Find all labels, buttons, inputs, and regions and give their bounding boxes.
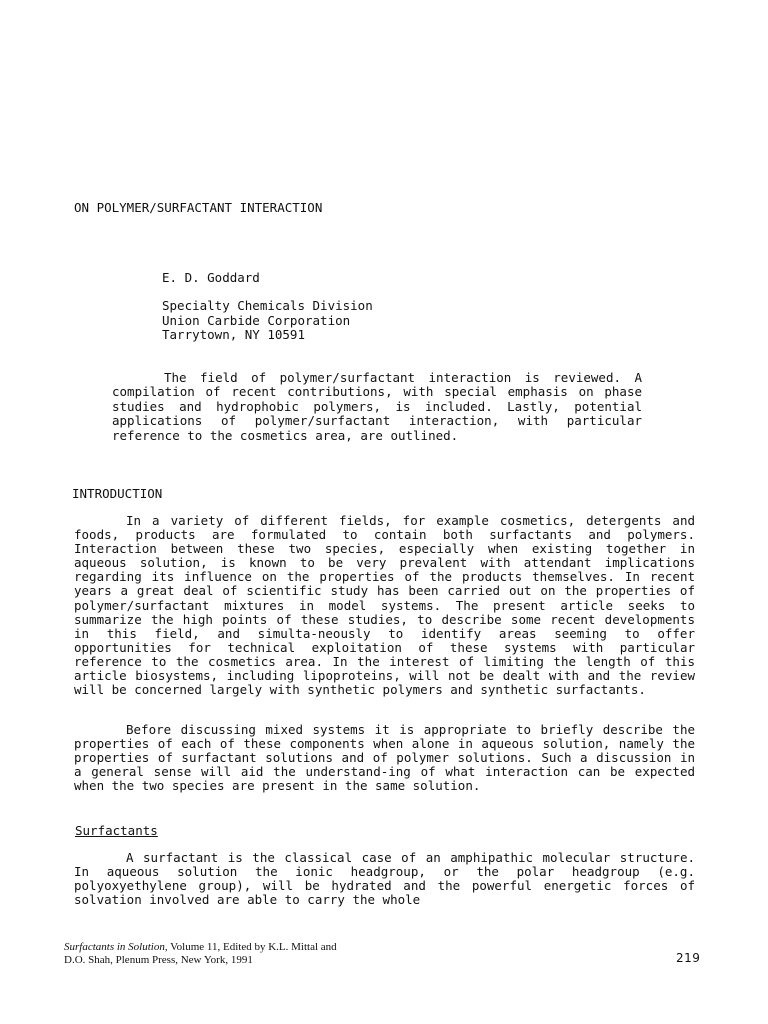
footer-line-1 (64, 941, 337, 954)
affiliation-line: Tarrytown, NY 10591 (162, 327, 305, 342)
page-number: 219 (676, 951, 701, 965)
paragraph-text: Before discussing mixed systems it is appropriate to briefly describe the properties of each of these components when alone in aqueous solution, namely the properties of surfactant solutions and of polymer solutions. Such a discussion in a general sense will aid the understand-ing of what interaction can be expected when the two species are present in the same solution. (74, 722, 695, 794)
citation-footer (64, 941, 337, 967)
section-heading: INTRODUCTION (72, 486, 163, 501)
author-name: E. D. Goddard (162, 270, 260, 285)
footer-line-2: D.O. Shah, Plenum Press, New York, 1991 (64, 954, 253, 966)
intro-paragraph-1 (74, 514, 695, 697)
author-affiliation (162, 299, 373, 343)
footer-line-1-rest: , Volume 11, Edited by K.L. Mittal and (164, 941, 337, 953)
book-title: Surfactants in Solution (64, 941, 165, 953)
surfactants-paragraph (74, 851, 695, 907)
paper-title: ON POLYMER/SURFACTANT INTERACTION (74, 200, 323, 215)
abstract-text: The field of polymer/surfactant interaction is reviewed. A compilation of recent contributions, with special emphasis on phase studies and hydrophobic polymers, is included. Lastly, potential applications of polymer/surfactant interaction, with particular reference to the cosmetics area, are outlined. (112, 370, 642, 443)
affiliation-line: Specialty Chemicals Division (162, 298, 373, 313)
subsection-heading: Surfactants (75, 823, 158, 838)
intro-paragraph-2 (74, 723, 695, 793)
paragraph-text: A surfactant is the classical case of an amphipathic molecular structure. In aqueous solution the ionic headgroup, or the polar headgroup (e.g. polyoxyethylene group), will be hydrated and the powerful energetic forces of solvation involved are able to carry the whole (74, 850, 695, 908)
abstract (112, 371, 642, 443)
paragraph-text: In a variety of different fields, for example cosmetics, detergents and foods, products are formulated to contain both surfactants and polymers. Interaction between these two species, especially when existing together in aqueous solution, is known to be very prevalent with attendant implications regarding its influence on the properties of the products themselves. In recent years a great deal of scientific study has been carried out on the properties of polymer/surfactant mixtures in model systems. The present article seeks to summarize the high points of these studies, to describe some recent developments in this field, and simulta-neously to identify areas seeming to offer opportunities for technical exploitation of these systems with particular reference to the cosmetics area. In the interest of limiting the length of this article biosystems, including lipoproteins, will not be dealt with and the review will be concerned largely with synthetic polymers and synthetic surfactants. (74, 513, 695, 698)
affiliation-line: Union Carbide Corporation (162, 312, 351, 328)
